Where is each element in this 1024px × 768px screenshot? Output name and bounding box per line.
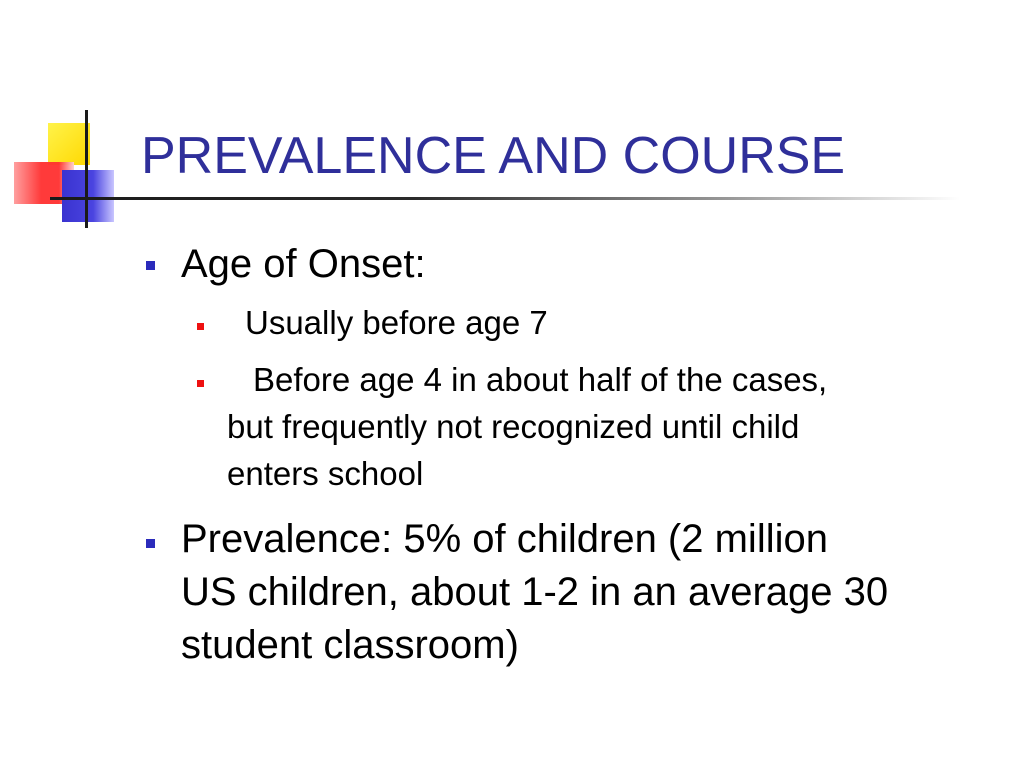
bullet-prevalence-text: student classroom): [181, 623, 519, 667]
bullet-marker: [146, 261, 155, 270]
sub-bullet-marker: [197, 380, 204, 387]
bullet-onset-label: Age of Onset:: [181, 242, 426, 286]
sub-bullet-marker: [197, 323, 204, 330]
slide-title: PREVALENCE AND COURSE: [141, 127, 846, 185]
decor-vertical-line: [85, 110, 88, 228]
title-underline: [50, 197, 960, 200]
decor-yellow-square: [48, 123, 90, 165]
sub-bullet-text: but frequently not recognized until child: [227, 408, 800, 445]
sub-bullet-text: Before age 4 in about half of the cases,: [253, 361, 828, 398]
decor-blue-square: [62, 170, 114, 222]
bullet-prevalence-text: US children, about 1-2 in an average 30: [181, 570, 889, 614]
sub-bullet-text: enters school: [227, 455, 424, 492]
bullet-marker: [146, 539, 155, 548]
sub-bullet-text: Usually before age 7: [245, 304, 548, 341]
bullet-prevalence-text: Prevalence: 5% of children (2 million: [181, 517, 828, 561]
